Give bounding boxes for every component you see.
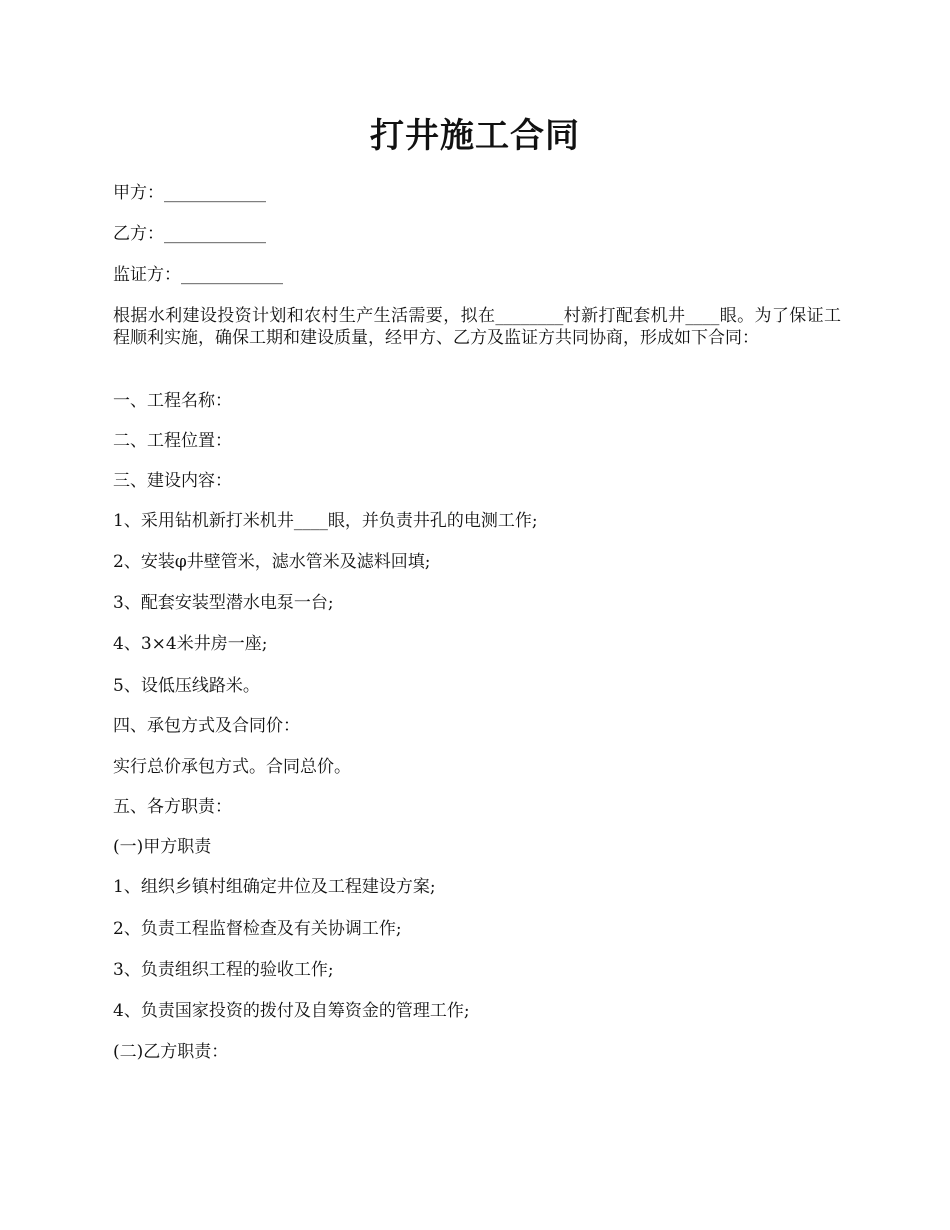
supervisor-line: 监证方：____________	[113, 265, 283, 285]
construction-item: 2、安装φ井壁管米，滤水管米及滤料回填;	[113, 552, 431, 572]
construction-item: 1、采用钻机新打米机井____眼，并负责井孔的电测工作;	[113, 511, 538, 531]
document-title: 打井施工合同	[370, 116, 580, 156]
section-heading: 二、工程位置：	[113, 431, 232, 451]
party-a-duties-heading: (一)甲方职责	[113, 837, 212, 857]
section-heading: 三、建设内容：	[113, 471, 232, 491]
party-a-duty-item: 1、组织乡镇村组确定井位及工程建设方案;	[113, 877, 436, 897]
party-b-line: 乙方：____________	[113, 224, 266, 244]
party-a-duty-item: 2、负责工程监督检查及有关协调工作;	[113, 919, 402, 939]
section4-heading: 四、承包方式及合同价：	[113, 716, 300, 736]
section5-heading: 五、各方职责：	[113, 797, 232, 817]
section4-text: 实行总价承包方式。合同总价。	[113, 757, 351, 777]
party-a-duty-item: 3、负责组织工程的验收工作;	[113, 960, 334, 980]
party-a-line: 甲方：____________	[113, 183, 266, 203]
party-b-duties-heading: (二)乙方职责：	[113, 1042, 229, 1062]
section-heading: 一、工程名称：	[113, 391, 232, 411]
construction-item: 3、配套安装型潜水电泵一台;	[113, 593, 334, 613]
construction-item: 4、3×4米井房一座;	[113, 634, 268, 654]
intro-paragraph: 根据水利建设投资计划和农村生产生活需要，拟在________村新打配套机井____眼。为了保证工程顺利实施，确保工期和建设质量，经甲方、乙方及监证方共同协商，形成如下合同：	[113, 306, 841, 348]
construction-item: 5、设低压线路米。	[113, 676, 260, 696]
party-a-duty-item: 4、负责国家投资的拨付及自筹资金的管理工作;	[113, 1001, 470, 1021]
